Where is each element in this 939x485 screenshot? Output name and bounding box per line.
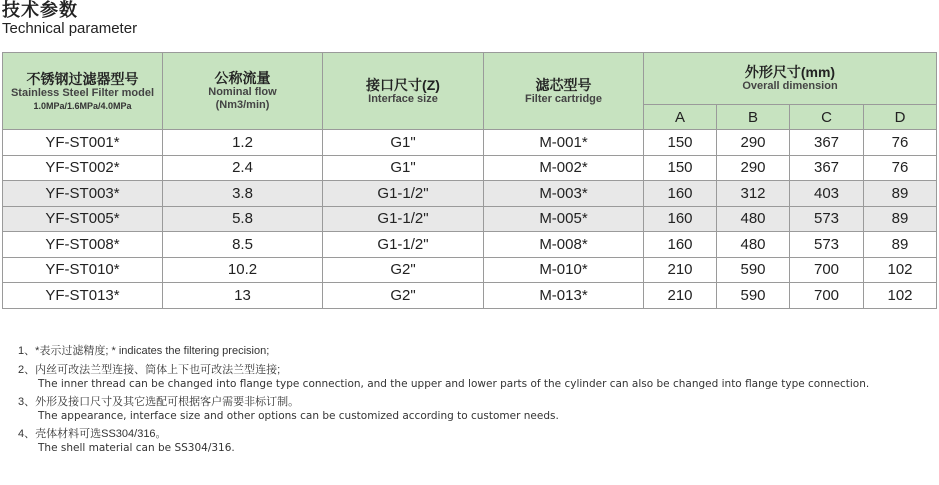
cell-dim-b: 590 (717, 257, 790, 283)
cell-dim-c: 573 (790, 206, 864, 232)
header-flow-en: Nominal flow (208, 86, 277, 98)
cell-dim-c: 700 (790, 257, 864, 283)
cell-model: YF-ST002* (3, 155, 163, 181)
cell-flow: 5.8 (163, 206, 323, 232)
table-row (3, 181, 937, 207)
table-row (3, 232, 937, 258)
title-chinese: 技术参数 (2, 0, 78, 20)
title-english: Technical parameter (2, 20, 138, 37)
cell-interface: G1-1/2" (323, 206, 484, 232)
cell-model: YF-ST003* (3, 181, 163, 207)
note-text-cn: 4、壳体材料可选SS304/316。 (18, 428, 167, 440)
cell-flow: 3.8 (163, 181, 323, 207)
cell-dim-a: 210 (644, 283, 717, 309)
header-flow-cn: 公称流量 (214, 70, 271, 86)
cell-dim-b: 480 (717, 206, 790, 232)
note-text-cn: 2、内丝可改法兰型连接、筒体上下也可改法兰型连接; (18, 364, 281, 376)
header-dimension-cn: 外形尺寸(mm) (744, 64, 836, 80)
page-header (2, 0, 137, 37)
note-text-en: The inner thread can be changed into flange type connection, and the upper and lower parts of the cylinder can also be changed into flange type connection. (38, 378, 870, 390)
cell-dim-a: 160 (644, 181, 717, 207)
note-text-cn: 1、*表示过滤精度; * indicates the filtering precision; (18, 345, 270, 357)
table-row (3, 257, 937, 283)
header-dimension (644, 53, 937, 105)
cell-dim-c: 367 (790, 155, 864, 181)
cell-cartridge: M-001* (484, 130, 644, 156)
note-item (18, 395, 928, 423)
cell-model: YF-ST008* (3, 232, 163, 258)
cell-dim-b: 590 (717, 283, 790, 309)
cell-cartridge: M-008* (484, 232, 644, 258)
cell-flow: 1.2 (163, 130, 323, 156)
cell-interface: G1-1/2" (323, 181, 484, 207)
cell-interface: G1-1/2" (323, 232, 484, 258)
cell-interface: G1" (323, 155, 484, 181)
header-model-pressure: 1.0MPa/1.6MPa/4.0MPa (33, 100, 132, 111)
header-interface-en: Interface size (368, 92, 438, 105)
cell-interface: G2" (323, 283, 484, 309)
cell-dim-c: 573 (790, 232, 864, 258)
cell-dim-b: 480 (717, 232, 790, 258)
table-row (3, 206, 937, 232)
notes-section (18, 344, 928, 459)
note-text-en: The appearance, interface size and other options can be customized according to customer needs. (38, 410, 559, 422)
header-dim-c: C (790, 105, 864, 130)
cell-model: YF-ST001* (3, 130, 163, 156)
cell-dim-a: 160 (644, 206, 717, 232)
header-model-en: Stainless Steel Filter model (10, 86, 155, 99)
cell-flow: 2.4 (163, 155, 323, 181)
technical-parameter-table (2, 52, 937, 309)
header-dimension-en: Overall dimension (742, 80, 838, 92)
cell-dim-d: 89 (864, 181, 937, 207)
header-interface-cn: 接口尺寸(Z) (366, 76, 440, 93)
cell-dim-b: 290 (717, 130, 790, 156)
header-cartridge (484, 53, 644, 130)
cell-flow: 8.5 (163, 232, 323, 258)
cell-cartridge: M-002* (484, 155, 644, 181)
cell-dim-c: 367 (790, 130, 864, 156)
table-row (3, 155, 937, 181)
cell-cartridge: M-010* (484, 257, 644, 283)
header-model (3, 53, 163, 130)
cell-interface: G2" (323, 257, 484, 283)
cell-dim-d: 89 (864, 206, 937, 232)
cell-cartridge: M-003* (484, 181, 644, 207)
cell-dim-d: 102 (864, 283, 937, 309)
cell-dim-b: 312 (717, 181, 790, 207)
cell-dim-d: 76 (864, 130, 937, 156)
header-flow-unit: (Nm3/min) (215, 99, 270, 111)
note-item (18, 427, 928, 455)
table-row (3, 130, 937, 156)
cell-dim-a: 210 (644, 257, 717, 283)
cell-dim-d: 89 (864, 232, 937, 258)
cell-model: YF-ST013* (3, 283, 163, 309)
header-cartridge-en: Filter cartridge (524, 92, 603, 105)
note-item (18, 363, 928, 391)
note-item (18, 344, 928, 359)
cell-dim-a: 150 (644, 155, 717, 181)
cell-model: YF-ST005* (3, 206, 163, 232)
header-dim-b: B (717, 105, 790, 130)
cell-dim-c: 700 (790, 283, 864, 309)
header-model-cn: 不锈钢过滤器型号 (26, 70, 139, 87)
header-dim-a: A (644, 105, 717, 130)
cell-cartridge: M-005* (484, 206, 644, 232)
cell-dim-d: 76 (864, 155, 937, 181)
cell-flow: 10.2 (163, 257, 323, 283)
cell-cartridge: M-013* (484, 283, 644, 309)
cell-model: YF-ST010* (3, 257, 163, 283)
cell-interface: G1" (323, 130, 484, 156)
header-interface (323, 53, 484, 130)
cell-dim-a: 160 (644, 232, 717, 258)
cell-dim-c: 403 (790, 181, 864, 207)
cell-dim-b: 290 (717, 155, 790, 181)
header-dim-d: D (864, 105, 937, 130)
cell-dim-d: 102 (864, 257, 937, 283)
note-text-en: The shell material can be SS304/316. (38, 442, 235, 454)
header-cartridge-cn: 滤芯型号 (535, 76, 592, 93)
table-row (3, 283, 937, 309)
cell-flow: 13 (163, 283, 323, 309)
header-flow (163, 53, 323, 130)
note-text-cn: 3、外形及接口尺寸及其它选配可根据客户需要非标订制。 (18, 396, 300, 408)
cell-dim-a: 150 (644, 130, 717, 156)
